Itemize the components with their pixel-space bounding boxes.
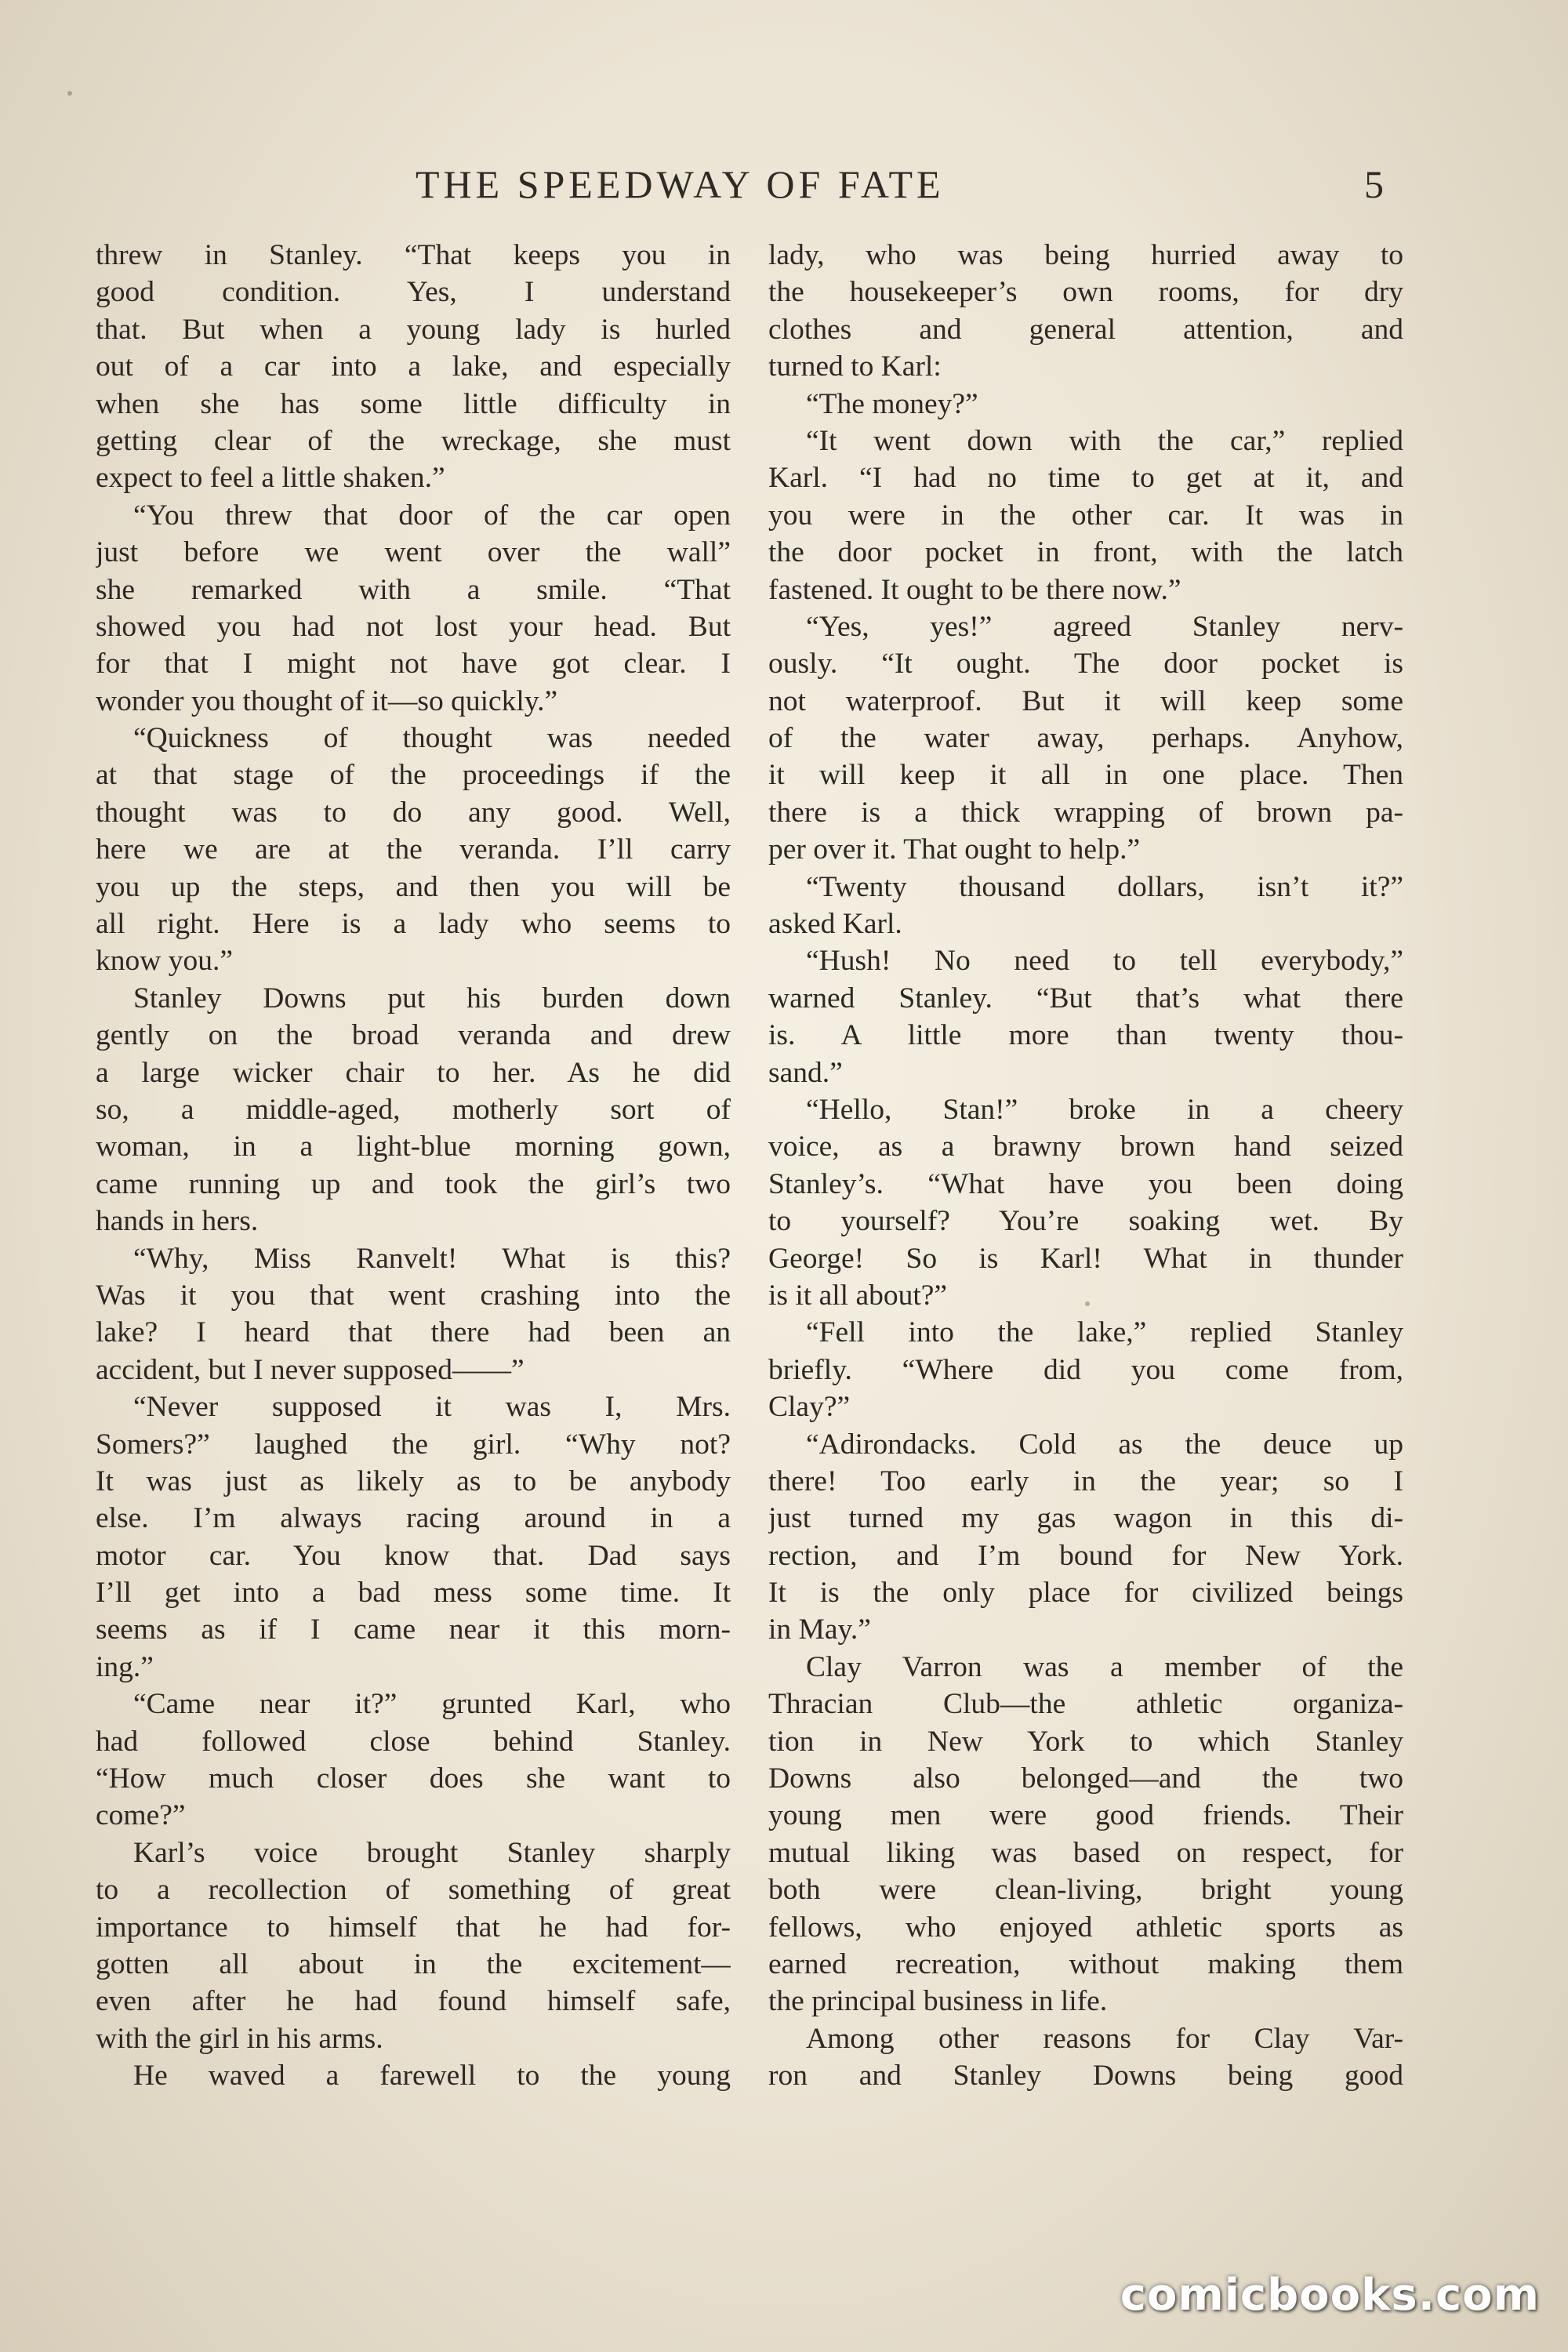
text-line: know you.” (96, 945, 233, 978)
text-line: “Hello, Stan!” broke in a cheery (806, 1093, 1403, 1126)
text-line: you were in the other car. It was in (768, 499, 1403, 532)
text-line: at that stage of the proceedings if the (96, 759, 731, 792)
text-line: that. But when a young lady is hurled (96, 313, 731, 346)
text-line: George! So is Karl! What in thunder (768, 1242, 1403, 1275)
text-line: mutual liking was based on respect, for (768, 1836, 1403, 1869)
text-line: there! Too early in the year; so I (768, 1465, 1403, 1497)
text-line: out of a car into a lake, and especially (96, 350, 731, 383)
text-line: ously. “It ought. The door pocket is (768, 648, 1403, 681)
text-line: expect to feel a little shaken.” (96, 462, 445, 495)
text-line: woman, in a light-blue morning gown, (96, 1131, 731, 1163)
text-line: for that I might not have got clear. I (96, 648, 731, 681)
text-line: the housekeeper’s own rooms, for dry (768, 276, 1403, 309)
text-line: good condition. Yes, I understand (96, 276, 731, 309)
right-text-column (768, 237, 1403, 2095)
text-line: voice, as a brawny brown hand seized (768, 1131, 1403, 1163)
text-line: of the water away, perhaps. Anyhow, (768, 722, 1403, 755)
text-line: Stanley’s. “What have you been doing (768, 1167, 1403, 1200)
text-line: is. A little more than twenty thou- (768, 1019, 1403, 1052)
text-line: fastened. It ought to be there now.” (768, 573, 1181, 606)
watermark: comicbooks.com (1120, 2270, 1540, 2321)
text-line: “Twenty thousand dollars, isn’t it?” (806, 870, 1403, 903)
text-line: is it all about?” (768, 1279, 948, 1312)
text-line: lady, who was being hurried away to (768, 239, 1403, 271)
text-line: to yourself? You’re soaking wet. By (768, 1205, 1403, 1238)
text-line: you up the steps, and then you will be (96, 870, 731, 903)
text-line: tion in New York to which Stanley (768, 1725, 1403, 1758)
text-line: “Hush! No need to tell everybody,” (806, 945, 1403, 978)
text-line: “The money?” (806, 387, 978, 420)
text-line: “Why, Miss Ranvelt! What is this? (133, 1242, 731, 1275)
text-line: Downs also belonged—and the two (768, 1762, 1403, 1795)
text-line: getting clear of the wreckage, she must (96, 424, 731, 457)
text-line: Thracian Club—the athletic organiza- (768, 1688, 1403, 1721)
text-line: the principal business in life. (768, 1985, 1108, 2018)
text-line: Clay Varron was a member of the (806, 1650, 1403, 1683)
text-line: He waved a farewell to the young (133, 2060, 731, 2092)
text-line: the door pocket in front, with the latch (768, 536, 1403, 569)
text-line: “Quickness of thought was needed (133, 722, 731, 755)
text-line: motor car. You know that. Dad says (96, 1539, 731, 1572)
text-line: sand.” (768, 1056, 843, 1089)
text-line: Was it you that went crashing into the (96, 1279, 731, 1312)
text-line: “How much closer does she want to (96, 1762, 731, 1795)
text-line: turned to Karl: (768, 350, 942, 383)
page-number: 5 (1364, 162, 1384, 206)
text-line: young men were good friends. Their (768, 1799, 1403, 1832)
text-line: “Yes, yes!” agreed Stanley nerv- (806, 610, 1403, 643)
text-line: per over it. That ought to help.” (768, 833, 1141, 866)
text-line: Stanley Downs put his burden down (133, 982, 731, 1014)
text-line: else. I’m always racing around in a (96, 1502, 731, 1535)
text-line: came running up and took the girl’s two (96, 1167, 731, 1200)
text-line: hands in hers. (96, 1205, 259, 1238)
text-line: Karl. “I had no time to get at it, and (768, 462, 1403, 495)
text-line: “It went down with the car,” replied (806, 424, 1403, 457)
running-title: THE SPEEDWAY OF FATE (416, 162, 945, 206)
text-line: there is a thick wrapping of brown pa- (768, 796, 1403, 829)
text-line: had followed close behind Stanley. (96, 1725, 731, 1758)
text-line: just before we went over the wall” (96, 536, 731, 569)
text-line: asked Karl. (768, 908, 902, 941)
text-line: gotten all about in the excitement— (96, 1947, 731, 1980)
text-line: seems as if I came near it this morn- (96, 1613, 731, 1646)
text-line: “Fell into the lake,” replied Stanley (806, 1316, 1403, 1349)
text-line: come?” (96, 1799, 186, 1832)
text-line: “Never supposed it was I, Mrs. (133, 1391, 731, 1424)
text-line: to a recollection of something of great (96, 1874, 731, 1907)
text-line: “You threw that door of the car open (133, 499, 731, 532)
text-line: just turned my gas wagon in this di- (768, 1502, 1403, 1535)
text-line: she remarked with a smile. “That (96, 573, 731, 606)
text-line: It was just as likely as to be anybody (96, 1465, 731, 1497)
text-line: all right. Here is a lady who seems to (96, 908, 731, 941)
text-line: fellows, who enjoyed athletic sports as (768, 1911, 1403, 1944)
text-line: with the girl in his arms. (96, 2022, 383, 2055)
paper-speck (67, 91, 72, 96)
text-line: both were clean-living, bright young (768, 1874, 1403, 1907)
text-line: accident, but I never supposed——” (96, 1353, 524, 1386)
page-header (0, 157, 1568, 212)
text-line: importance to himself that he had for- (96, 1911, 731, 1944)
text-line: gently on the broad veranda and drew (96, 1019, 731, 1052)
text-line: clothes and general attention, and (768, 313, 1403, 346)
text-line: It is the only place for civilized beings (768, 1577, 1403, 1610)
text-line: Karl’s voice brought Stanley sharply (133, 1836, 731, 1869)
text-line: even after he had found himself safe, (96, 1985, 731, 2018)
text-line: here we are at the veranda. I’ll carry (96, 833, 731, 866)
left-text-column (96, 237, 731, 2095)
text-line: earned recreation, without making them (768, 1947, 1403, 1980)
text-line: not waterproof. But it will keep some (768, 684, 1403, 717)
text-line: so, a middle-aged, motherly sort of (96, 1093, 731, 1126)
text-line: warned Stanley. “But that’s what there (768, 982, 1403, 1014)
text-line: “Adirondacks. Cold as the deuce up (806, 1428, 1403, 1461)
text-line: ing.” (96, 1650, 154, 1683)
text-line: Somers?” laughed the girl. “Why not? (96, 1428, 731, 1461)
text-line: when she has some little difficulty in (96, 387, 731, 420)
text-line: “Came near it?” grunted Karl, who (133, 1688, 731, 1721)
text-line: ron and Stanley Downs being good (768, 2060, 1403, 2092)
text-line: Clay?” (768, 1391, 851, 1424)
text-line: showed you had not lost your head. But (96, 610, 731, 643)
text-line: wonder you thought of it—so quickly.” (96, 684, 558, 717)
text-line: briefly. “Where did you come from, (768, 1353, 1403, 1386)
text-line: it will keep it all in one place. Then (768, 759, 1403, 792)
text-line: threw in Stanley. “That keeps you in (96, 239, 731, 271)
text-line: a large wicker chair to her. As he did (96, 1056, 731, 1089)
text-line: in May.” (768, 1613, 871, 1646)
text-line: lake? I heard that there had been an (96, 1316, 731, 1349)
text-line: thought was to do any good. Well, (96, 796, 731, 829)
text-line: rection, and I’m bound for New York. (768, 1539, 1403, 1572)
text-line: Among other reasons for Clay Var- (806, 2022, 1403, 2055)
text-line: I’ll get into a bad mess some time. It (96, 1577, 731, 1610)
